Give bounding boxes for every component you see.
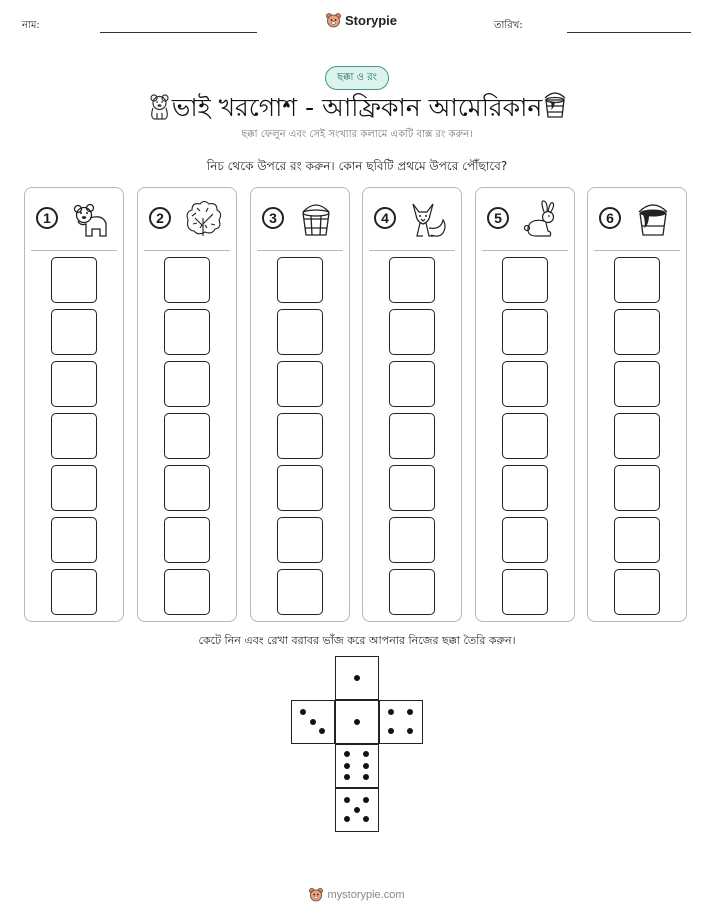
- color-box[interactable]: [389, 257, 435, 303]
- color-box[interactable]: [164, 257, 210, 303]
- storypie-bear-icon: [326, 12, 341, 28]
- color-box[interactable]: [51, 257, 97, 303]
- dice-pip: [319, 728, 325, 734]
- bush-icon: [182, 198, 224, 240]
- dice-pip: [310, 719, 316, 725]
- dice-pip: [407, 709, 413, 715]
- dice-pip: [344, 816, 350, 822]
- color-box[interactable]: [614, 517, 660, 563]
- color-box[interactable]: [277, 569, 323, 615]
- tar-bucket-icon: [541, 90, 569, 120]
- color-box[interactable]: [164, 309, 210, 355]
- color-box[interactable]: [502, 413, 548, 459]
- color-box[interactable]: [51, 569, 97, 615]
- dice-pip: [388, 709, 394, 715]
- color-box[interactable]: [389, 413, 435, 459]
- dice-pip: [363, 751, 369, 757]
- color-box[interactable]: [614, 465, 660, 511]
- color-box[interactable]: [51, 517, 97, 563]
- tar-bucket-icon: [632, 198, 674, 240]
- color-box[interactable]: [502, 257, 548, 303]
- column-divider: [594, 250, 680, 251]
- dice-pip: [407, 728, 413, 734]
- dice-pip: [344, 751, 350, 757]
- color-box[interactable]: [164, 517, 210, 563]
- color-box[interactable]: [277, 465, 323, 511]
- column-6: [587, 187, 687, 622]
- dice-pip: [354, 807, 360, 813]
- fox-icon: [407, 198, 449, 240]
- column-number: 1: [36, 207, 58, 229]
- dice-pip: [344, 763, 350, 769]
- dice-pip: [344, 774, 350, 780]
- color-box[interactable]: [389, 517, 435, 563]
- color-box[interactable]: [614, 309, 660, 355]
- rabbit-icon: [520, 198, 562, 240]
- bear-icon: [69, 198, 111, 240]
- column-5: [475, 187, 575, 622]
- dice-pip: [363, 774, 369, 780]
- footer-url: mystorypie.com: [327, 888, 405, 901]
- column-number: 4: [374, 207, 396, 229]
- color-box[interactable]: [51, 361, 97, 407]
- dice-face: [335, 700, 379, 744]
- color-box[interactable]: [164, 361, 210, 407]
- column-divider: [31, 250, 117, 251]
- color-box[interactable]: [164, 465, 210, 511]
- activity-tag: ছক্কা ও রং: [325, 66, 389, 90]
- dice-face: [291, 700, 335, 744]
- dice-pip: [300, 709, 306, 715]
- dice-face: [335, 656, 379, 700]
- column-number: 2: [149, 207, 171, 229]
- color-box[interactable]: [502, 309, 548, 355]
- column-divider: [482, 250, 568, 251]
- color-box[interactable]: [277, 361, 323, 407]
- instruction-text: নিচ থেকে উপরে রং করুন। কোন ছবিটি প্রথমে উপরে পৌঁছাবে?: [206, 159, 508, 173]
- page-title: ভাই খরগোশ - আফ্রিকান আমেরিকান: [171, 93, 543, 122]
- name-label: নাম:: [22, 20, 40, 31]
- color-box[interactable]: [51, 309, 97, 355]
- dice-pip: [363, 797, 369, 803]
- color-box[interactable]: [164, 569, 210, 615]
- date-field[interactable]: [567, 32, 691, 33]
- dice-face: [335, 744, 379, 788]
- column-2: [137, 187, 237, 622]
- dice-pip: [354, 719, 360, 725]
- name-field[interactable]: [100, 32, 257, 33]
- column-divider: [144, 250, 230, 251]
- brand-logo: [326, 12, 397, 28]
- color-box[interactable]: [614, 361, 660, 407]
- color-box[interactable]: [389, 309, 435, 355]
- color-box[interactable]: [277, 309, 323, 355]
- column-number: 6: [599, 207, 621, 229]
- dice-pip: [363, 816, 369, 822]
- column-3: [250, 187, 350, 622]
- color-box[interactable]: [502, 517, 548, 563]
- color-box[interactable]: [277, 257, 323, 303]
- storypie-bear-icon: [309, 887, 323, 902]
- dice-pip: [388, 728, 394, 734]
- color-box[interactable]: [277, 413, 323, 459]
- color-box[interactable]: [502, 361, 548, 407]
- column-divider: [257, 250, 343, 251]
- dice-face: [379, 700, 423, 744]
- color-box[interactable]: [277, 517, 323, 563]
- cut-instruction: কেটে নিন এবং রেখা বরাবর ভাঁজ করে আপনার নিজের ছক্কা তৈরি করুন।: [198, 634, 516, 647]
- column-number: 3: [262, 207, 284, 229]
- dice-pip: [354, 675, 360, 681]
- color-box[interactable]: [614, 413, 660, 459]
- footer: [0, 887, 714, 902]
- column-1: [24, 187, 124, 622]
- color-box[interactable]: [614, 257, 660, 303]
- color-box[interactable]: [389, 361, 435, 407]
- dice-pip: [363, 763, 369, 769]
- color-box[interactable]: [389, 569, 435, 615]
- column-number: 5: [487, 207, 509, 229]
- column-4: [362, 187, 462, 622]
- color-box[interactable]: [389, 465, 435, 511]
- color-box[interactable]: [51, 413, 97, 459]
- brand-name: Storypie: [345, 12, 398, 28]
- dice-face: [335, 788, 379, 832]
- color-box[interactable]: [502, 465, 548, 511]
- dice-pip: [344, 797, 350, 803]
- bucket-icon: [295, 198, 337, 240]
- color-box[interactable]: [502, 569, 548, 615]
- color-box[interactable]: [164, 413, 210, 459]
- column-divider: [369, 250, 455, 251]
- color-box[interactable]: [51, 465, 97, 511]
- date-label: তারিখ:: [494, 20, 523, 31]
- color-box[interactable]: [614, 569, 660, 615]
- subtitle: ছক্কা ফেলুন এবং সেই সংখ্যার কলামে একটি বাক্স রং করুন।: [241, 129, 473, 140]
